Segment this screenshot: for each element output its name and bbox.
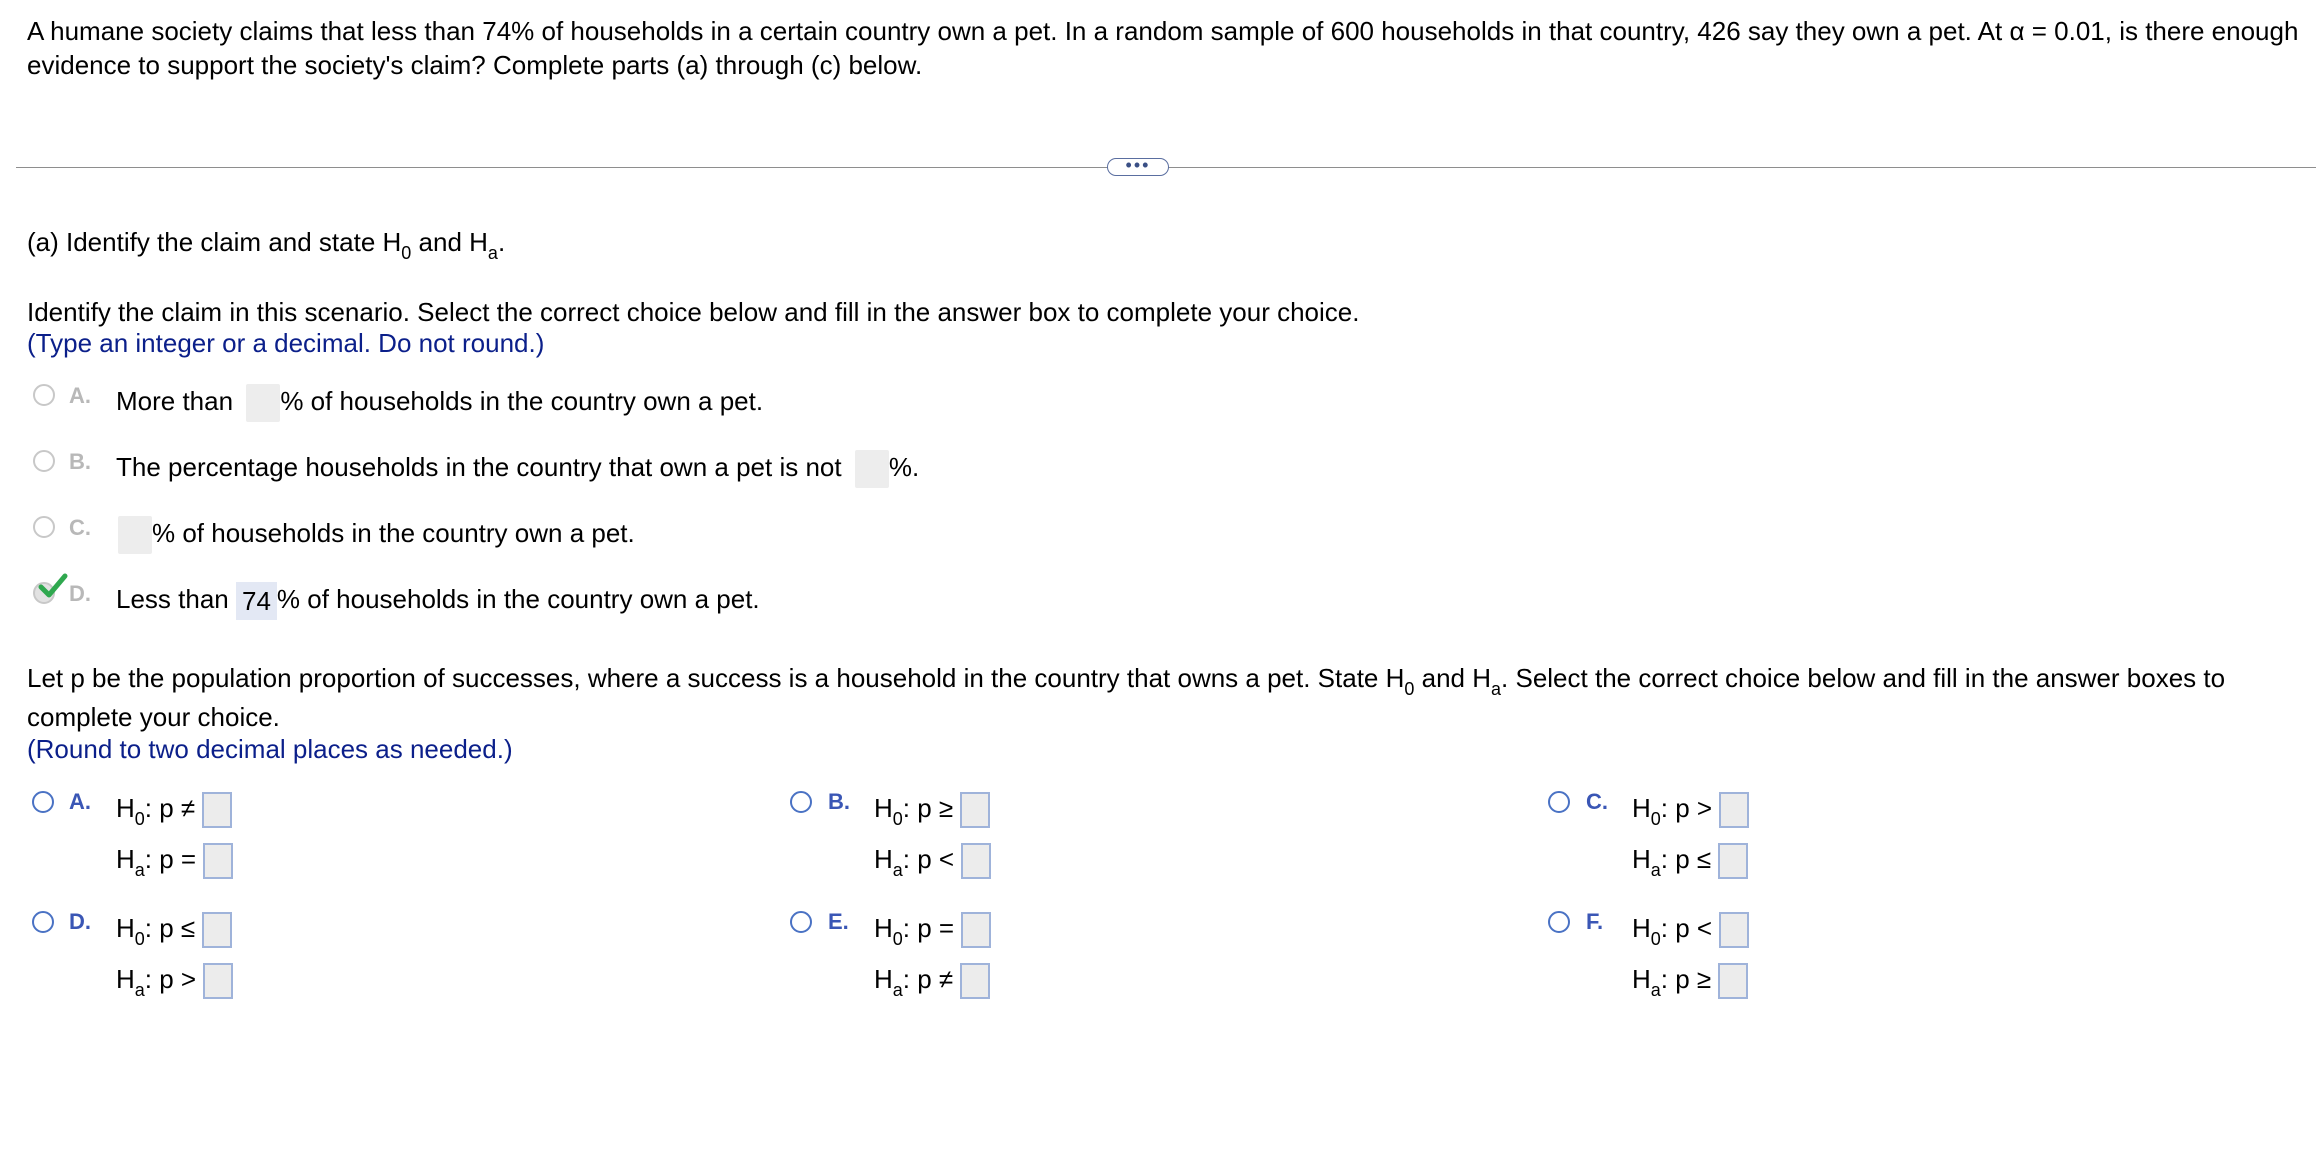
claim-option-b-radio[interactable] [33, 450, 55, 472]
claim-option-a-letter: A. [69, 383, 91, 408]
hyp-option-c-h0-box[interactable] [1719, 792, 1749, 828]
hyp-option-b-letter: B. [828, 789, 850, 814]
claim-option-a-answer-box[interactable] [246, 384, 280, 422]
hyp-option-a-h0-box[interactable] [202, 792, 232, 828]
correct-checkmark-icon [38, 572, 68, 600]
hyp-option-c-ha: $H_a$: p ≤ [1632, 835, 1749, 886]
hyp-option-c-h0: $H_0$: p > [1632, 784, 1749, 835]
claim-option-c-letter: C. [69, 515, 91, 540]
hyp-option-f-h0-box[interactable] [1719, 912, 1749, 948]
hyp-option-b-radio[interactable] [790, 791, 812, 813]
hypotheses-hint: (Round to two decimal places as needed.) [27, 734, 513, 764]
hyp-option-f [1632, 904, 1749, 1006]
hypotheses-instruction-line-2: complete your choice. [27, 702, 280, 732]
problem-line-1: A humane society claims that less than 74% of households in a certain country own a pet. In a random sample of 600 households in that country, 426 say they own a pet. At α = 0.01, is there enough [27, 16, 2299, 46]
claim-option-c-answer-box[interactable] [118, 516, 152, 554]
hyp-option-f-radio[interactable] [1548, 911, 1570, 933]
hyp-option-d-h0: $H_0$: p ≤ [116, 904, 233, 955]
hyp-option-e-radio[interactable] [790, 911, 812, 933]
hyp-option-b-ha: $H_a$: p < [874, 835, 991, 886]
hyp-option-e-ha: $H_a$: p ≠ [874, 955, 991, 1006]
hyp-option-e [874, 904, 991, 1006]
hyp-option-a-ha: $H_a$: p = [116, 835, 233, 886]
claim-option-d: Less than 74 % of households in the country own a pet. [116, 580, 760, 620]
hyp-option-e-ha-box[interactable] [960, 963, 990, 999]
hyp-option-e-letter: E. [828, 909, 849, 934]
claim-option-d-answer-box[interactable]: 74 [236, 582, 277, 620]
hyp-option-d-ha-box[interactable] [203, 963, 233, 999]
claim-option-a-radio[interactable] [33, 384, 55, 406]
claim-option-c-radio[interactable] [33, 516, 55, 538]
hyp-option-d-h0-box[interactable] [202, 912, 232, 948]
claim-option-b-answer-box[interactable] [855, 450, 889, 488]
hyp-option-f-h0: $H_0$: p < [1632, 904, 1749, 955]
hyp-option-b [874, 784, 991, 886]
claim-option-a: More than % of households in the country own a pet. [116, 382, 763, 422]
hyp-option-c-ha-box[interactable] [1718, 843, 1748, 879]
hyp-option-c-radio[interactable] [1548, 791, 1570, 813]
hyp-option-f-ha: $H_a$: p ≥ [1632, 955, 1749, 1006]
hyp-option-a-ha-box[interactable] [203, 843, 233, 879]
hyp-option-a-letter: A. [69, 789, 91, 814]
hyp-option-e-h0-box[interactable] [961, 912, 991, 948]
hyp-option-b-h0: $H_0$: p ≥ [874, 784, 991, 835]
part-a-heading: (a) Identify the claim and state $H_0$ and $H_a$. [27, 227, 506, 263]
hyp-option-f-ha-box[interactable] [1718, 963, 1748, 999]
hyp-option-b-h0-box[interactable] [960, 792, 990, 828]
hyp-option-c-letter: C. [1586, 789, 1608, 814]
hypotheses-instruction: Let p be the population proportion of successes, where a success is a household in the country that owns a pet. State $H_0$ and $H_a$. Select the correct choice below and fill in the answer boxes to [27, 663, 2226, 699]
hyp-option-d-radio[interactable] [32, 911, 54, 933]
hyp-option-e-h0: $H_0$: p = [874, 904, 991, 955]
problem-line-2: evidence to support the society's claim? Complete parts (a) through (c) below. [27, 50, 923, 80]
hyp-option-d-ha: $H_a$: p > [116, 955, 233, 1006]
hyp-option-a-radio[interactable] [32, 791, 54, 813]
hyp-option-f-letter: F. [1586, 909, 1604, 934]
claim-option-d-letter: D. [69, 581, 91, 606]
claim-option-b: The percentage households in the country that own a pet is not %. [116, 448, 919, 488]
problem-statement [27, 14, 2307, 82]
claim-instruction: Identify the claim in this scenario. Select the correct choice below and fill in the answer box to complete your choice. [27, 297, 1360, 327]
hyp-option-c [1632, 784, 1749, 886]
hyp-option-b-ha-box[interactable] [961, 843, 991, 879]
hyp-option-a-h0: $H_0$: p ≠ [116, 784, 233, 835]
claim-option-b-letter: B. [69, 449, 91, 474]
claim-option-c: % of households in the country own a pet. [118, 514, 635, 554]
hyp-option-d [116, 904, 233, 1006]
hyp-option-a [116, 784, 233, 886]
hyp-option-d-letter: D. [69, 909, 91, 934]
claim-hint: (Type an integer or a decimal. Do not round.) [27, 328, 545, 358]
expand-more-button[interactable]: ••• [1107, 158, 1169, 176]
